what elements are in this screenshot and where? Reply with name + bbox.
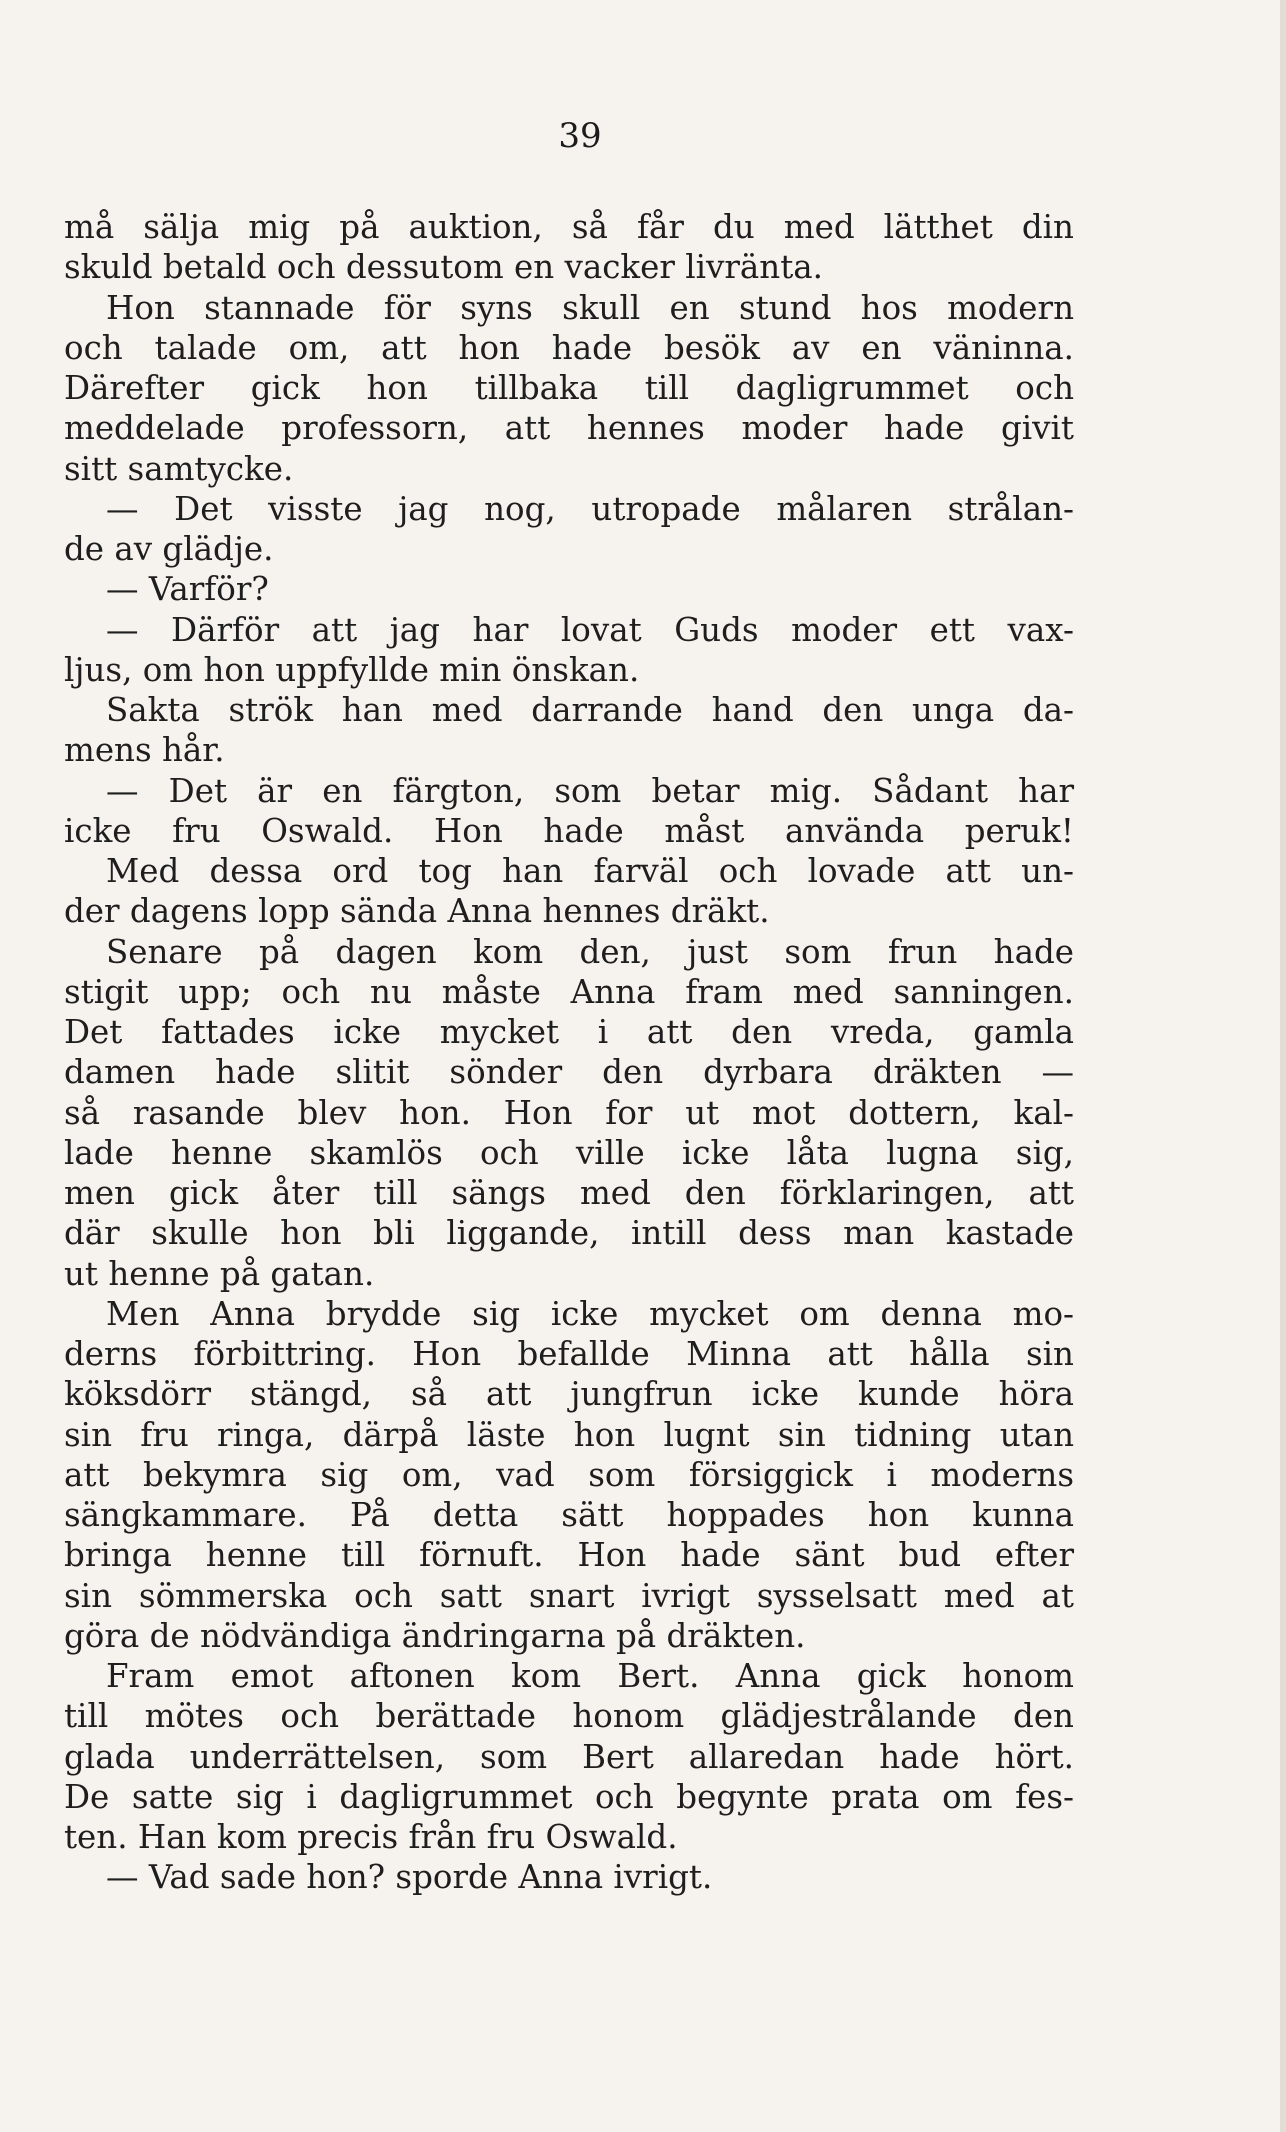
text-line: skuld betald och dessutom en vacker livränta. <box>64 248 823 287</box>
text-line: men gick åter till sängs med den förklaringen, att <box>64 1174 1074 1212</box>
text-line: stigit upp; och nu måste Anna fram med sanningen. <box>64 972 1074 1011</box>
text-line: köksdörr stängd, så att jungfrun icke kunde höra <box>64 1375 1074 1414</box>
text-line: så rasande blev hon. Hon for ut mot dottern, kal- <box>64 1093 1074 1132</box>
text-line: De satte sig i dagligrummet och begynte prata om fes- <box>64 1777 1074 1816</box>
text-line: sängkammare. På detta sätt hoppades hon kunna <box>64 1496 1074 1534</box>
text-line: göra de nödvändiga ändringarna på dräkten. <box>64 1616 806 1655</box>
text-line: derns förbittring. Hon befallde Minna att hålla sin <box>64 1335 1074 1373</box>
text-line: Sakta strök han med darrande hand den unga da- <box>106 691 1074 729</box>
text-line: de av glädje. <box>64 530 274 568</box>
text-line: Senare på dagen kom den, just som frun hade <box>106 932 1074 971</box>
text-line: der dagens lopp sända Anna hennes dräkt. <box>64 892 770 931</box>
text-line: mens hår. <box>64 731 225 770</box>
text-line: ut henne på gatan. <box>64 1254 375 1293</box>
text-line: sin sömmerska och satt snart ivrigt sysselsatt med at <box>64 1576 1074 1615</box>
text-line: Det fattades icke mycket i att den vreda, gamla <box>64 1013 1074 1051</box>
text-line: lade henne skamlös och ville icke låta lugna sig, <box>64 1133 1074 1172</box>
text-line: — Varför? <box>106 570 269 609</box>
text-line: — Därför att jag har lovat Guds moder ett vax- <box>106 610 1074 649</box>
page-number: 39 <box>558 116 602 156</box>
text-line: till mötes och berättade honom glädjestrålande den <box>64 1697 1074 1736</box>
text-line: där skulle hon bli liggande, intill dess man kastade <box>64 1214 1074 1253</box>
text-line: — Det är en färgton, som betar mig. Sådant har <box>106 771 1074 810</box>
text-line: Därefter gick hon tillbaka till dagligrummet och <box>64 369 1074 407</box>
text-line: Men Anna brydde sig icke mycket om denna mo- <box>106 1294 1074 1333</box>
text-line: damen hade slitit sönder den dyrbara dräkten — <box>64 1053 1074 1092</box>
text-line: icke fru Oswald. Hon hade måst använda peruk! <box>64 811 1074 850</box>
text-line: Fram emot aftonen kom Bert. Anna gick honom <box>106 1657 1074 1695</box>
body-text <box>64 207 1074 1898</box>
text-line: och talade om, att hon hade besök av en väninna. <box>64 328 1074 367</box>
text-line: sin fru ringa, därpå läste hon lugnt sin tidning utan <box>64 1415 1074 1454</box>
text-line: Med dessa ord tog han farväl och lovade att un- <box>106 852 1074 890</box>
text-line: sitt samtycke. <box>64 449 294 488</box>
text-line: glada underrättelsen, som Bert allaredan hade hört. <box>64 1737 1074 1776</box>
text-line: Hon stannade för syns skull en stund hos modern <box>106 288 1074 327</box>
text-line: ljus, om hon uppfyllde min önskan. <box>64 650 640 689</box>
text-line: att bekymra sig om, vad som försiggick i moderns <box>64 1455 1074 1494</box>
text-line: — Vad sade hon? sporde Anna ivrigt. <box>106 1858 713 1897</box>
text-line: meddelade professorn, att hennes moder hade givit <box>64 409 1074 448</box>
text-line: bringa henne till förnuft. Hon hade sänt bud efter <box>64 1536 1074 1575</box>
text-line: ten. Han kom precis från fru Oswald. <box>64 1818 678 1856</box>
text-line: — Det visste jag nog, utropade målaren strålan- <box>106 489 1074 528</box>
text-line: må sälja mig på auktion, så får du med lätthet din <box>64 208 1074 246</box>
